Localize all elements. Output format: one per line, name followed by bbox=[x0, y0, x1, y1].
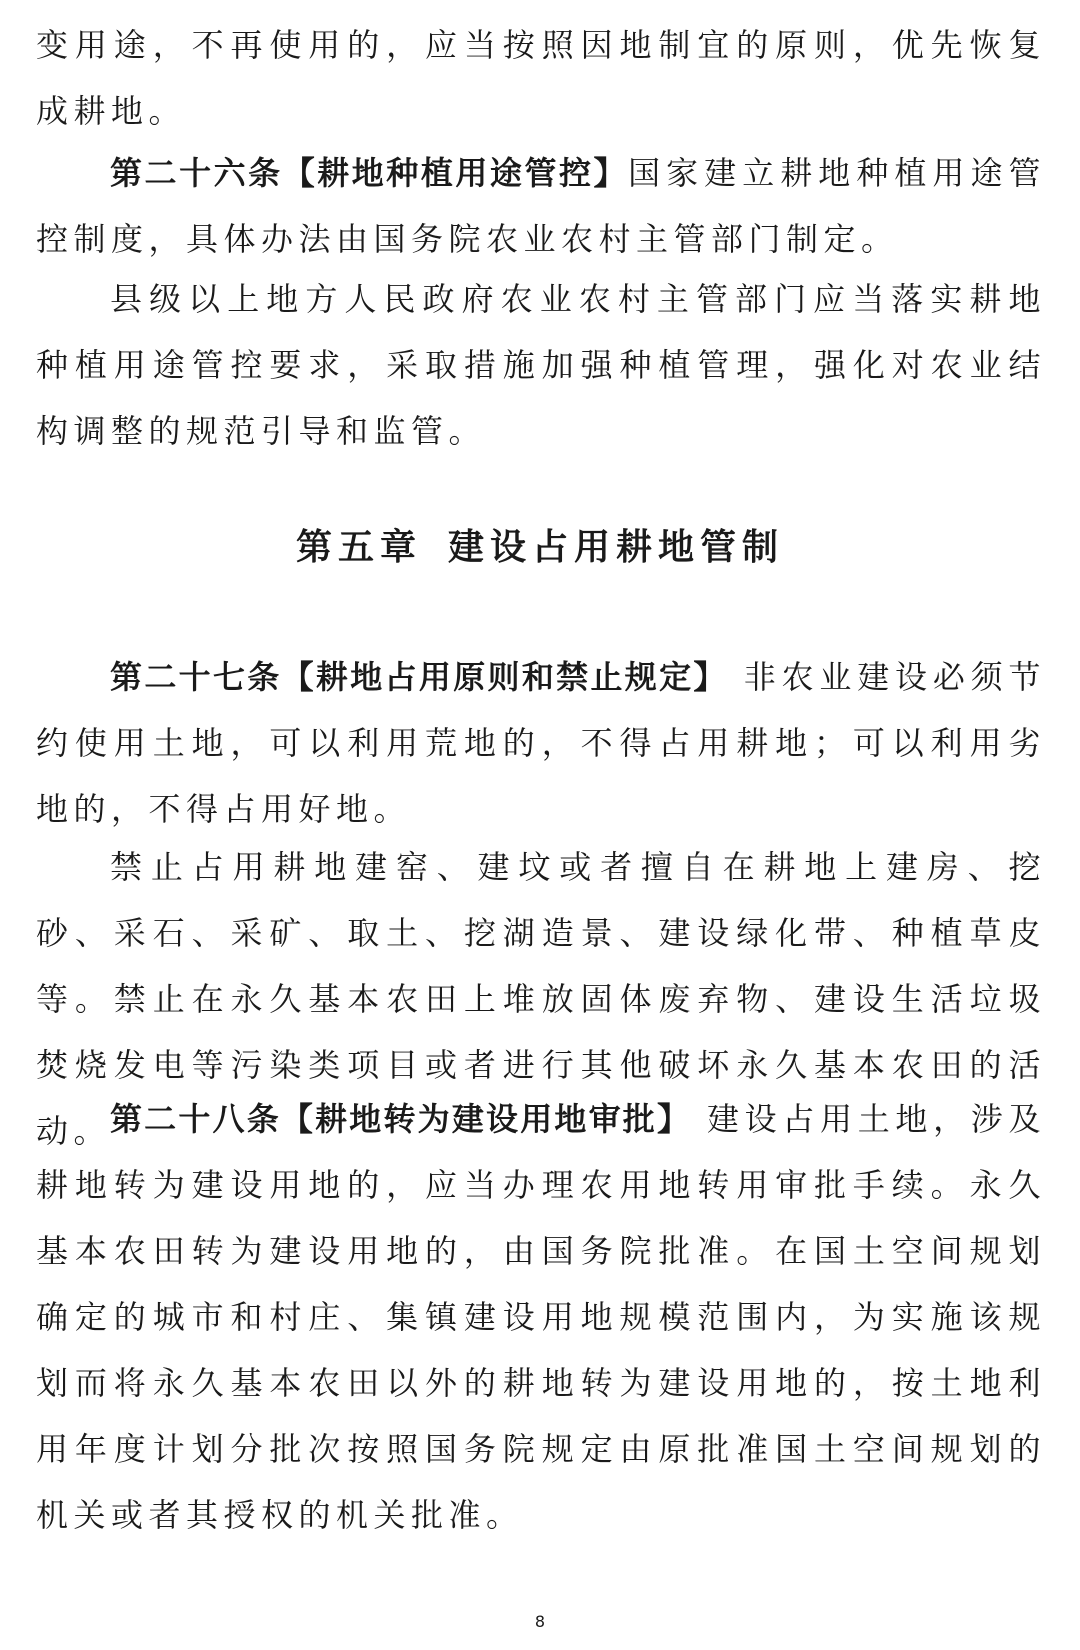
article-27 bbox=[36, 644, 1046, 842]
article-26 bbox=[36, 140, 1046, 272]
article-27-body: 非农业建设必须节约使用土地，可以利用荒地的，不得占用耕地；可以利用劣地的，不得占用好地。 bbox=[36, 658, 1046, 828]
article-28-heading: 第二十八条【耕地转为建设用地审批】 bbox=[110, 1100, 692, 1138]
paragraph-continuation: 变用途，不再使用的，应当按照因地制宜的原则，优先恢复成耕地。 bbox=[36, 26, 1046, 130]
article-26-body: 国家建立耕地种植用途管控制度，具体办法由国务院农业农村主管部门制定。 bbox=[36, 154, 1046, 258]
article-26-paragraph-2: 县级以上地方人民政府农业农村主管部门应当落实耕地种植用途管控要求，采取措施加强种植管理，强化对农业结构调整的规范引导和监管。 bbox=[36, 280, 1046, 450]
article-28-body: 建设占用土地，涉及耕地转为建设用地的，应当办理农用地转用审批手续。永久基本农田转为建设用地的，由国务院批准。在国土空间规划确定的城市和村庄、集镇建设用地规模范围内，为实施该规划而将永久基本农田以外的耕地转为建设用地的，按土地利用年度计划分批次按照国务院规定由原批准国土空间规划的机关或者其授权的机关批准。 bbox=[36, 1100, 1046, 1534]
chapter-number: 第五章 bbox=[295, 526, 422, 568]
article-27-paragraph-2: 禁止占用耕地建窑、建坟或者擅自在耕地上建房、挖砂、采石、采矿、取土、挖湖造景、建设绿化带、种植草皮等。禁止在永久基本农田上堆放固体废弃物、建设生活垃圾焚烧发电等污染类项目或者进行其他破坏永久基本农田的活动。 bbox=[36, 848, 1046, 1150]
article-26-heading: 第二十六条【耕地种植用途管控】 bbox=[110, 154, 629, 192]
chapter-title: 建设占用耕地管制 bbox=[448, 526, 785, 568]
chapter-heading bbox=[0, 522, 1080, 572]
article-27-heading: 第二十七条【耕地占用原则和禁止规定】 bbox=[110, 658, 728, 696]
article-28 bbox=[36, 1086, 1046, 1548]
page-number: 8 bbox=[534, 1612, 546, 1631]
